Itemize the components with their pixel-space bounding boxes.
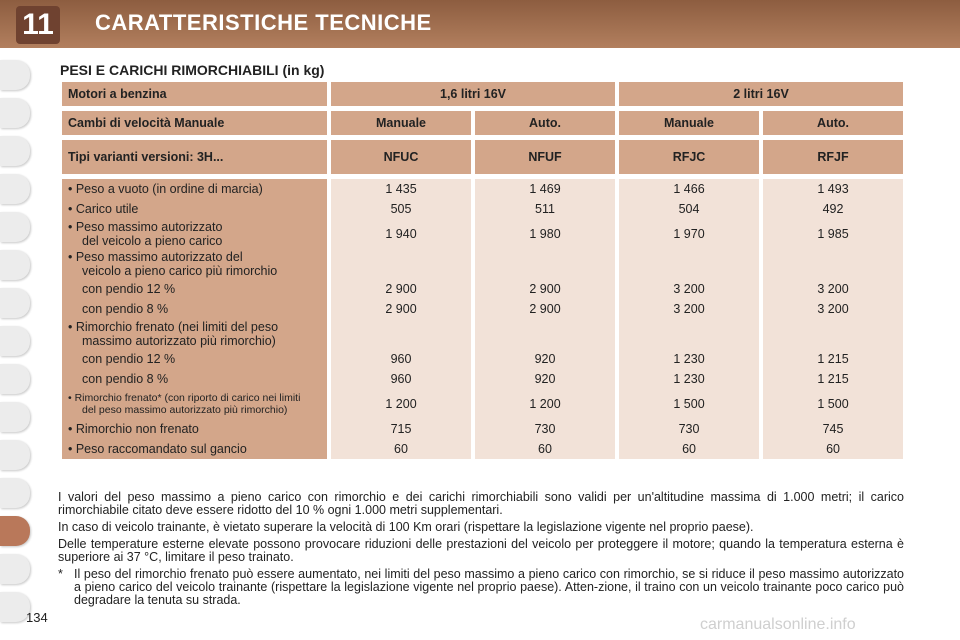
- row-value: 60: [619, 439, 759, 459]
- row-label-line: con pendio 12 %: [82, 352, 176, 366]
- table-row: [62, 369, 903, 389]
- variant-cell: NFUF: [475, 140, 615, 174]
- table-row: [62, 319, 903, 349]
- row-label-line: con pendio 8 %: [82, 372, 169, 386]
- row-label-line: • Peso massimo autorizzato del: [68, 250, 243, 264]
- table-row: [62, 389, 903, 419]
- side-tab[interactable]: [0, 174, 30, 204]
- row-value: 1 230: [619, 369, 759, 389]
- row-label: • Peso raccomandato sul gancio: [62, 439, 327, 459]
- gearbox-label: Cambi di velocità Manuale: [62, 111, 327, 135]
- engine-1: 1,6 litri 16V: [331, 82, 615, 106]
- variants-row: [62, 140, 903, 174]
- row-value: 60: [331, 439, 471, 459]
- row-value: [331, 319, 471, 349]
- row-value: 960: [331, 349, 471, 369]
- gearbox-cell: Manuale: [619, 111, 759, 135]
- row-value: 715: [331, 419, 471, 439]
- row-label: [62, 319, 327, 349]
- row-value: 730: [619, 419, 759, 439]
- row-value: 492: [763, 199, 903, 219]
- row-value: 1 230: [619, 349, 759, 369]
- row-label-line: massimo autorizzato più rimorchio): [82, 334, 276, 348]
- chapter-side-tabs: [0, 60, 34, 620]
- side-tab[interactable]: [0, 288, 30, 318]
- row-value: 1 466: [619, 179, 759, 199]
- row-value: [475, 249, 615, 279]
- gearbox-cell: Auto.: [475, 111, 615, 135]
- row-label: [62, 389, 327, 419]
- row-value: 505: [331, 199, 471, 219]
- row-value: 920: [475, 369, 615, 389]
- table-row: [62, 419, 903, 439]
- table-row: [62, 299, 903, 319]
- gearbox-cell: Auto.: [763, 111, 903, 135]
- row-value: 1 970: [619, 219, 759, 249]
- engine-2: 2 litri 16V: [619, 82, 903, 106]
- engine-row: [62, 82, 903, 106]
- row-label: [62, 349, 327, 369]
- section-title: PESI E CARICHI RIMORCHIABILI (in kg): [60, 62, 325, 78]
- asterisk: *: [58, 567, 63, 581]
- row-label-line: • Rimorchio frenato (nei limiti del peso: [68, 320, 279, 334]
- table-row: [62, 279, 903, 299]
- row-value: [619, 319, 759, 349]
- table-row: [62, 199, 903, 219]
- table-row: [62, 439, 903, 459]
- side-tab[interactable]: [0, 554, 30, 584]
- row-value: 1 985: [763, 219, 903, 249]
- row-value: 2 900: [331, 279, 471, 299]
- row-value: 3 200: [619, 299, 759, 319]
- side-tab[interactable]: [0, 212, 30, 242]
- row-value: [619, 249, 759, 279]
- row-label: [62, 299, 327, 319]
- chapter-header: [0, 0, 960, 48]
- row-value: [475, 319, 615, 349]
- row-label: [62, 279, 327, 299]
- side-tab[interactable]: [0, 250, 30, 280]
- table-row: [62, 179, 903, 199]
- row-label: • Peso a vuoto (in ordine di marcia): [62, 179, 327, 199]
- row-value: 1 215: [763, 349, 903, 369]
- page-number: 134: [26, 610, 48, 625]
- row-value: 2 900: [331, 299, 471, 319]
- side-tab[interactable]: [0, 440, 30, 470]
- note-paragraph: Delle temperature esterne elevate possono provocare riduzioni delle prestazioni del veicolo per proteggere il motore; quando la temperatura esterna è superiore ai 37 °C, limitare il peso trainato.: [58, 537, 904, 564]
- row-value: [763, 319, 903, 349]
- row-value: 3 200: [763, 299, 903, 319]
- row-label-line: del peso massimo autorizzato più rimorchio): [82, 404, 288, 416]
- row-value: 511: [475, 199, 615, 219]
- notes-block: [58, 491, 904, 611]
- row-value: 2 900: [475, 299, 615, 319]
- row-label-line: • Peso massimo autorizzato: [68, 220, 223, 234]
- engine-label: Motori a benzina: [62, 82, 327, 106]
- row-value: 3 200: [619, 279, 759, 299]
- row-value: 60: [763, 439, 903, 459]
- side-tab[interactable]: [0, 98, 30, 128]
- row-value: 1 215: [763, 369, 903, 389]
- side-tab[interactable]: [0, 402, 30, 432]
- row-value: 1 200: [475, 389, 615, 419]
- row-value: 1 940: [331, 219, 471, 249]
- row-label-line: veicolo a pieno carico più rimorchio: [82, 264, 278, 278]
- table-row: [62, 349, 903, 369]
- row-label: • Rimorchio non frenato: [62, 419, 327, 439]
- weights-table: [58, 82, 907, 459]
- gearbox-cell: Manuale: [331, 111, 471, 135]
- row-value: 60: [475, 439, 615, 459]
- side-tab[interactable]: [0, 60, 30, 90]
- row-value: 1 469: [475, 179, 615, 199]
- row-label-line: • Rimorchio frenato* (con riporto di carico nei limiti: [68, 392, 301, 404]
- row-label: • Carico utile: [62, 199, 327, 219]
- row-value: 745: [763, 419, 903, 439]
- side-tab[interactable]: [0, 364, 30, 394]
- row-value: [763, 249, 903, 279]
- row-value: 1 200: [331, 389, 471, 419]
- row-value: 504: [619, 199, 759, 219]
- row-value: [331, 249, 471, 279]
- watermark: carmanualsonline.info: [700, 616, 856, 633]
- chapter-number-badge: 11: [16, 6, 60, 44]
- row-value: 1 500: [619, 389, 759, 419]
- row-label: [62, 249, 327, 279]
- row-value: 730: [475, 419, 615, 439]
- gearbox-row: [62, 111, 903, 135]
- side-tab[interactable]: [0, 478, 30, 508]
- note-paragraph: In caso di veicolo trainante, è vietato superare la velocità di 100 Km orari (rispettare la legislazione vigente nel proprio paese).: [58, 520, 754, 534]
- variants-label: Tipi varianti versioni: 3H...: [62, 140, 327, 174]
- row-label-line: del veicolo a pieno carico: [82, 234, 223, 248]
- side-tab[interactable]: [0, 136, 30, 166]
- asterisk-note-text: Il peso del rimorchio frenato può essere aumentato, nei limiti del peso massimo a pieno carico con rimorchio, se si riduce il peso massimo autorizzato a pieno carico del veicolo trainante (rispettare la legislazione vigente nel proprio paese). Atten-zione, il traino con un veicolo trainante poco carico può degradare la tenuta su strada.: [74, 567, 904, 607]
- table-row: [62, 219, 903, 249]
- side-tab-active[interactable]: [0, 516, 30, 546]
- chapter-title: CARATTERISTICHE TECNICHE: [95, 10, 432, 35]
- row-value: 1 493: [763, 179, 903, 199]
- note-paragraph: I valori del peso massimo a pieno carico con rimorchio e dei carichi rimorchiabili sono validi per un'altitudine massima di 1.000 metri; il carico rimorchiabile citato deve essere ridotto del 10 % ogni 1.000 metri supplementari.: [58, 490, 904, 517]
- row-value: 1 435: [331, 179, 471, 199]
- row-value: 1 980: [475, 219, 615, 249]
- side-tab[interactable]: [0, 326, 30, 356]
- row-label-line: con pendio 8 %: [82, 302, 169, 316]
- row-value: 3 200: [763, 279, 903, 299]
- row-value: 2 900: [475, 279, 615, 299]
- row-value: 1 500: [763, 389, 903, 419]
- row-label: [62, 219, 327, 249]
- variant-cell: RFJC: [619, 140, 759, 174]
- row-label: [62, 369, 327, 389]
- asterisk-note: [58, 568, 904, 607]
- variant-cell: NFUC: [331, 140, 471, 174]
- variant-cell: RFJF: [763, 140, 903, 174]
- row-label-line: con pendio 12 %: [82, 282, 176, 296]
- row-value: 960: [331, 369, 471, 389]
- row-value: 920: [475, 349, 615, 369]
- table-row: [62, 249, 903, 279]
